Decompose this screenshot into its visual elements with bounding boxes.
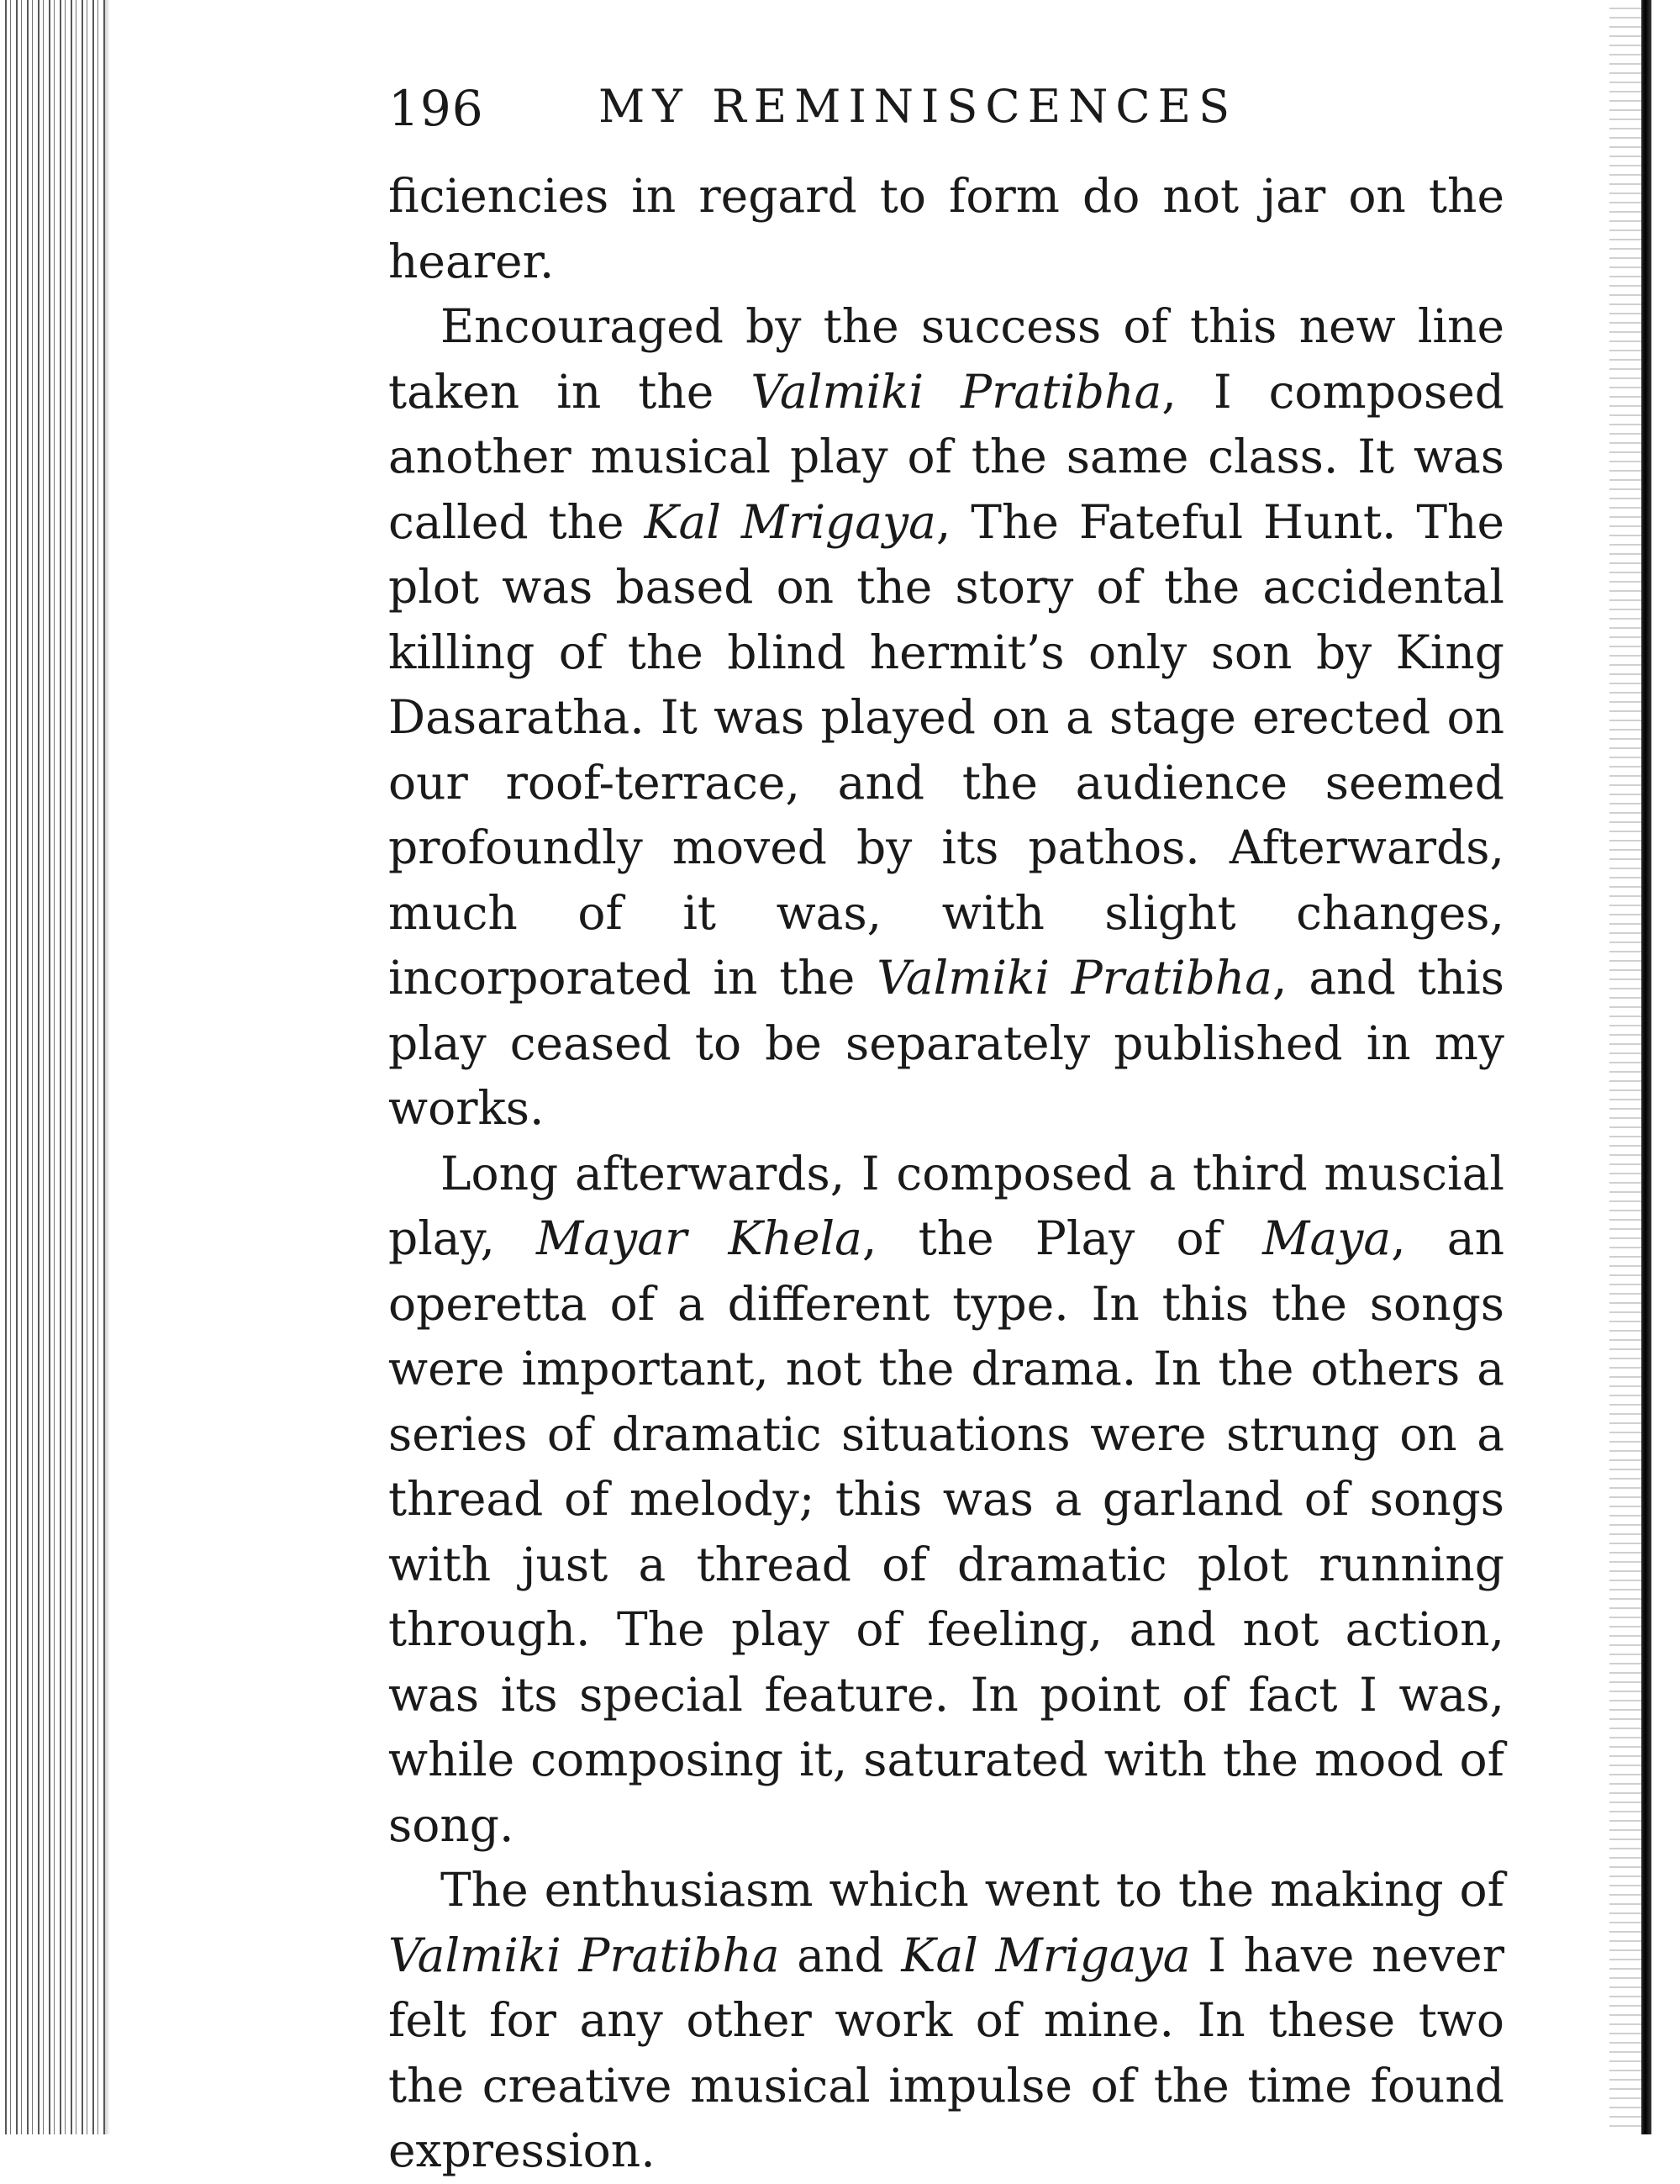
page-right-edge [1641, 0, 1651, 2134]
body-text [388, 164, 1504, 2184]
text-run: , an operetta of a different type. In this the songs were important, not the drama. In the others a series of dramatic situations were strung on a thread of melody; this was a garland of songs with just a thread of dramatic plot running through. The play of feeling, and not action, was its special feature. In point of fact I was, while composing it, saturated with the mood of song. [388, 1211, 1505, 1852]
italic-title: Kal Mrigaya [901, 1928, 1191, 1982]
italic-title: Valmiki Pratibha [877, 951, 1272, 1005]
binding-shadow [105, 0, 110, 2134]
text-run: The enthusiasm which went to the making of [440, 1863, 1504, 1917]
italic-title: Maya [1262, 1211, 1392, 1265]
text-run: and [779, 1928, 902, 1982]
paragraph [388, 1142, 1504, 1859]
paragraph [388, 294, 1504, 1142]
header-title: MY REMINISCENCES [598, 80, 1238, 133]
paragraph [388, 164, 1504, 294]
italic-title: Mayar Khela [536, 1211, 862, 1265]
text-run: , The Fateful Hunt. The plot was based on the story of the accidental killing of the blind hermit’s only son by King Dasaratha. It was played on a stage erected on our roof-terrace, and the audience seemed profoundly moved by its pathos. Afterwards, much of it was, with slight changes, incorporated in the [388, 494, 1505, 1005]
italic-title: Valmiki Pratibha [750, 364, 1162, 419]
italic-title: Kal Mrigaya [644, 494, 936, 549]
page-edge-fringe [1609, 0, 1641, 2134]
paragraph [388, 1858, 1504, 2184]
text-run: Encouraged by the success of this new line taken in the [388, 299, 1504, 419]
text-run: I have never felt for any other work of mine. In these two the creative musical impulse of the time found expression. [388, 1928, 1505, 2177]
book-binding-stripes [0, 0, 105, 2134]
text-run: , I composed another musical play of the same class. It was called the [388, 364, 1504, 549]
text-run: ficiencies in regard to form do not jar on the hearer. [388, 169, 1504, 288]
text-run: Long afterwards, I composed a third muscial play, [388, 1146, 1504, 1265]
italic-title: Valmiki Pratibha [388, 1928, 780, 1982]
text-run: , and this play ceased to be separately published in my works. [388, 951, 1504, 1135]
book-page [388, 71, 1504, 2184]
page-number: 196 [388, 80, 484, 137]
running-head [388, 71, 1504, 164]
text-run: , the Play of [861, 1211, 1263, 1265]
